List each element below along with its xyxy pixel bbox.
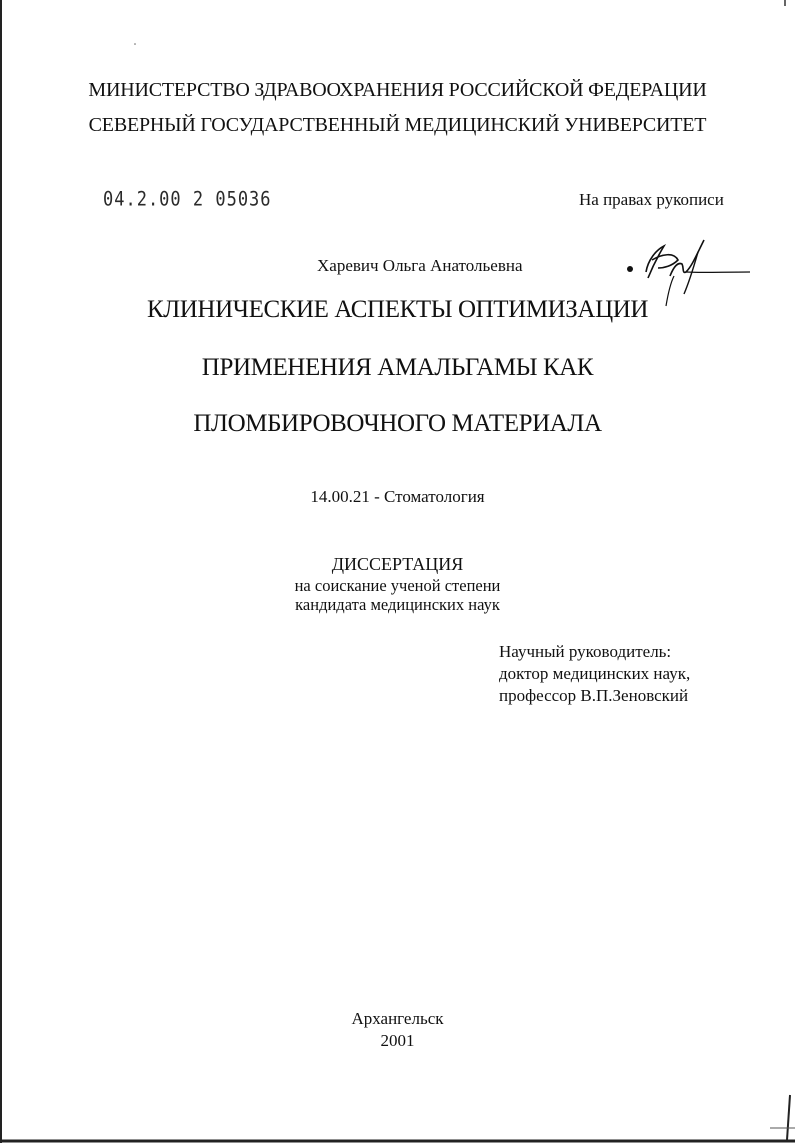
city: Архангельск xyxy=(351,1009,444,1028)
university-heading: СЕВЕРНЫЙ ГОСУДАРСТВЕННЫЙ МЕДИЦИНСКИЙ УНИВЕРСИТЕТ xyxy=(88,114,707,136)
dissertation-title-line-2: ПРИМЕНЕНИЯ АМАЛЬГАМЫ КАК xyxy=(201,354,594,381)
degree-line-2: кандидата медицинских наук xyxy=(295,595,500,614)
dissertation-title-line-1: КЛИНИЧЕСКИЕ АСПЕКТЫ ОПТИМИЗАЦИИ xyxy=(146,296,649,323)
dissertation-title-line-3: ПЛОМБИРОВОЧНОГО МАТЕРИАЛА xyxy=(193,410,602,437)
advisor-label: Научный руководитель: xyxy=(499,642,672,661)
author-name: Харевич Ольга Анатольевна xyxy=(317,256,523,275)
specialty-code: 14.00.21 - Стоматология xyxy=(310,487,485,506)
advisor-title: доктор медицинских наук, xyxy=(499,664,691,683)
advisor-name: профессор В.П.Зеновский xyxy=(499,686,689,705)
document-type: ДИССЕРТАЦИЯ xyxy=(331,554,464,574)
manuscript-rights-note: На правах рукописи xyxy=(579,190,724,209)
degree-line-1: на соискание ученой степени xyxy=(294,576,501,595)
registration-number-stamp: 04.2.00 2 05036 xyxy=(103,188,272,212)
year: 2001 xyxy=(380,1031,415,1050)
ministry-heading: МИНИСТЕРСТВО ЗДРАВООХРАНЕНИЯ РОССИЙСКОЙ ФЕДЕРАЦИИ xyxy=(88,79,707,101)
